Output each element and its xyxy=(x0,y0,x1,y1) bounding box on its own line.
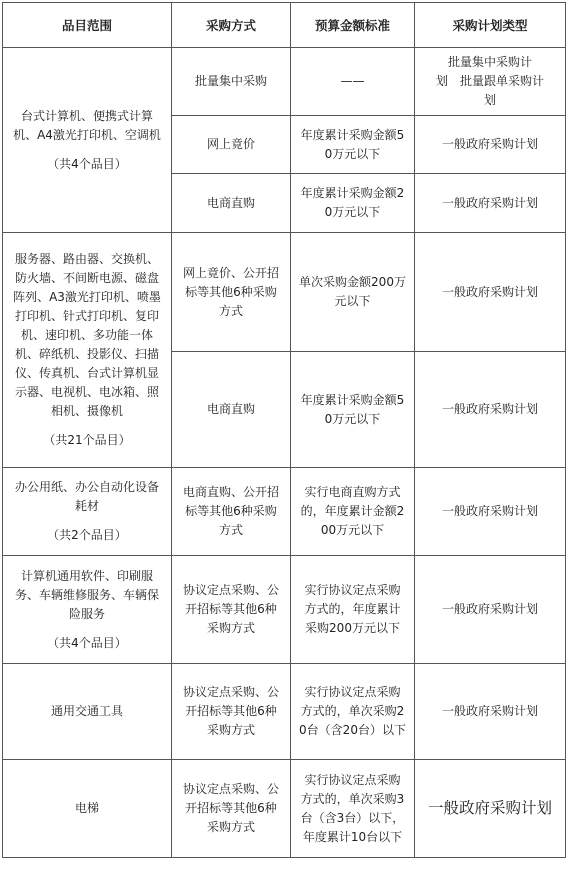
method-cell: 电商直购、公开招标等其他6种采购方式 xyxy=(172,468,291,556)
table-row xyxy=(3,760,566,858)
plan-type-cell: 一般政府采购计划 xyxy=(415,760,566,858)
budget-cell: 实行协议定点采购方式的，单次采购3台（含3台）以下，年度累计10台以下 xyxy=(291,760,415,858)
item-count: （共4个品目） xyxy=(47,156,127,171)
scope-text: 办公用纸、办公自动化设备耗材 xyxy=(14,480,159,513)
plan-type-cell: 一般政府采购计划 xyxy=(415,664,566,760)
budget-cell: 单次采购金额200万元以下 xyxy=(291,233,415,352)
budget-cell: 实行电商直购方式的，年度累计金额200万元以下 xyxy=(291,468,415,556)
method-cell: 电商直购 xyxy=(172,352,291,468)
method-cell: 协议定点采购、公开招标等其他6种采购方式 xyxy=(172,664,291,760)
method-cell: 网上竟价、公开招标等其他6种采购方式 xyxy=(172,233,291,352)
header-row xyxy=(3,3,566,48)
method-cell: 电商直购 xyxy=(172,174,291,233)
table-row xyxy=(3,48,566,116)
header-budget: 预算金额标准 xyxy=(291,3,415,48)
table-row xyxy=(3,664,566,760)
scope-text: 台式计算机、便携式计算机、A4激光打印机、空调机 xyxy=(13,108,161,142)
scope-cell: 电梯 xyxy=(3,760,172,858)
table-row xyxy=(3,556,566,664)
item-count: （共21个品目） xyxy=(43,433,131,447)
method-cell: 协议定点采购、公开招标等其他6种采购方式 xyxy=(172,556,291,664)
item-count: （共4个品目） xyxy=(47,635,127,650)
header-scope: 品目范围 xyxy=(3,3,172,48)
budget-cell: 年度累计采购金额50万元以下 xyxy=(291,352,415,468)
budget-cell: 年度累计采购金额50万元以下 xyxy=(291,116,415,174)
item-count: （共2个品目） xyxy=(47,528,127,542)
plan-type-cell: 批量集中采购计 划 批量跟单采购计 划 xyxy=(415,48,566,116)
budget-cell: 实行协议定点采购方式的，年度累计采购200万元以下 xyxy=(291,556,415,664)
plan-type-cell: 一般政府采购计划 xyxy=(415,233,566,352)
scope-cell xyxy=(3,556,172,664)
plan-type-cell: 一般政府采购计划 xyxy=(415,116,566,174)
scope-cell xyxy=(3,468,172,556)
scope-text: 服务器、路由器、交换机、防火墙、不间断电源、磁盘阵列、A3激光打印机、喷墨打印机、针式打印机、复印机、速印机、多功能一体机、碎纸机、投影仪、扫描仪、传真机、台式计算机显示器、电视机、电冰箱、照相机、摄像机 xyxy=(13,252,161,418)
method-cell: 协议定点采购、公开招标等其他6种采购方式 xyxy=(172,760,291,858)
budget-cell: 年度累计采购金额20万元以下 xyxy=(291,174,415,233)
procurement-table xyxy=(2,2,566,858)
method-cell: 批量集中采购 xyxy=(172,48,291,116)
method-cell: 网上竟价 xyxy=(172,116,291,174)
scope-text: 计算机通用软件、印刷服务、车辆维修服务、车辆保险服务 xyxy=(14,568,159,621)
scope-cell: 通用交通工具 xyxy=(3,664,172,760)
table-row xyxy=(3,233,566,352)
plan-type-cell: 一般政府采购计划 xyxy=(415,352,566,468)
header-plan-type: 采购计划类型 xyxy=(415,3,566,48)
budget-cell: —— xyxy=(291,48,415,116)
table-row xyxy=(3,468,566,556)
header-method: 采购方式 xyxy=(172,3,291,48)
scope-cell xyxy=(3,233,172,468)
plan-type-cell: 一般政府采购计划 xyxy=(415,556,566,664)
plan-type-cell: 一般政府采购计划 xyxy=(415,468,566,556)
plan-type-cell: 一般政府采购计划 xyxy=(415,174,566,233)
scope-cell xyxy=(3,48,172,233)
budget-cell: 实行协议定点采购方式的，单次采购20台（含20台）以下 xyxy=(291,664,415,760)
